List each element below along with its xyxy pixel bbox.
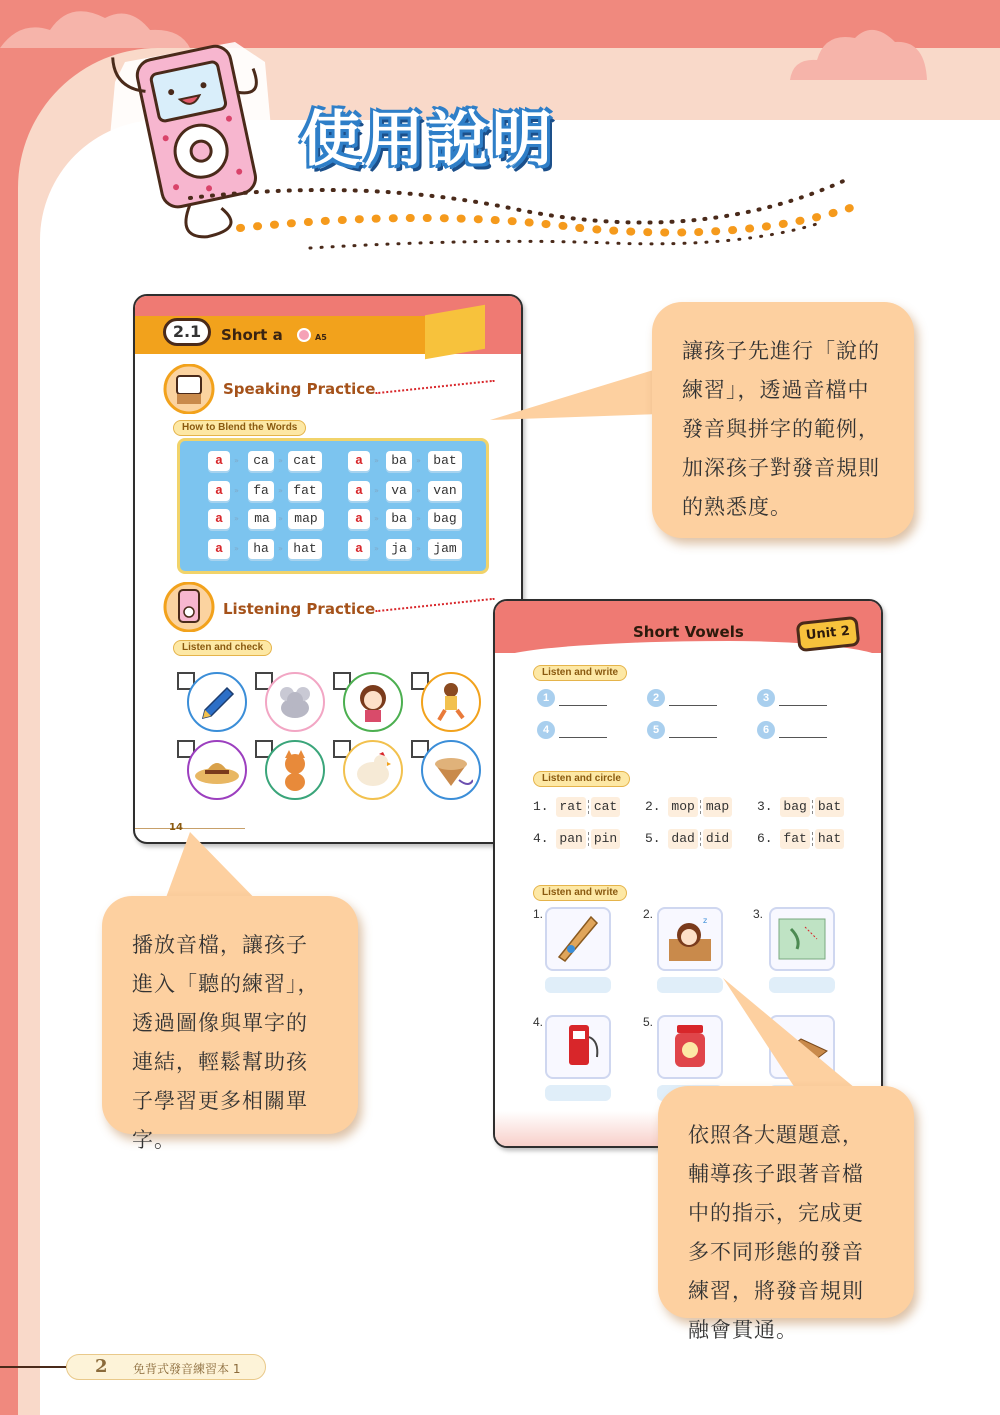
gas-pump-icon xyxy=(547,1017,609,1077)
blend-arrow-icon: » xyxy=(234,456,239,465)
question-number: 1. xyxy=(533,799,549,814)
blend-cell: cat xyxy=(288,451,322,471)
exercises-explanation-text: 依照各大題題意，輔導孩子跟著音檔中的指示，完成更多不同形態的發音練習，將發音規則融會貫通。 xyxy=(688,1123,864,1342)
blend-cell: a xyxy=(348,451,370,471)
blend-cell: bag xyxy=(428,509,462,529)
music-player-small-icon xyxy=(163,582,215,632)
card-number: 2. xyxy=(643,907,654,921)
picture-card xyxy=(545,1015,611,1079)
word-option[interactable]: rat xyxy=(556,797,585,817)
card-number: 1. xyxy=(533,907,544,921)
word-option[interactable]: pan xyxy=(556,829,585,849)
straw-hat-picture xyxy=(187,740,247,800)
circle-question xyxy=(757,797,844,817)
blend-cell: bat xyxy=(428,451,462,471)
word-option[interactable]: dad xyxy=(668,829,697,849)
answer-label-blank[interactable] xyxy=(545,1085,611,1101)
blend-arrow-icon: » xyxy=(278,544,283,553)
blend-cell: a xyxy=(208,509,230,529)
question-number: 2. xyxy=(645,799,661,814)
audio-track-label: A5 xyxy=(315,333,327,342)
cd-icon xyxy=(297,328,311,342)
speaking-bubble-tail xyxy=(480,360,680,440)
page-title-text: 使用說明 xyxy=(300,105,556,175)
listen-check-chip: Listen and check xyxy=(173,640,272,656)
girl-icon xyxy=(353,680,393,724)
answer-blank[interactable] xyxy=(779,705,827,706)
blend-arrow-icon: » xyxy=(234,544,239,553)
listening-dotted-line xyxy=(375,598,495,613)
blend-word-grid xyxy=(177,438,489,574)
blend-cell: hat xyxy=(288,539,322,559)
answer-label-blank[interactable] xyxy=(545,977,611,993)
hen-icon xyxy=(351,750,395,790)
option-divider xyxy=(588,800,589,814)
listen-write-chip-2: Listen and write xyxy=(533,885,627,901)
question-number: 4 xyxy=(537,721,555,739)
blend-arrow-icon: » xyxy=(416,514,421,523)
word-option[interactable]: bag xyxy=(780,797,809,817)
blend-cell: van xyxy=(428,481,462,501)
blend-arrow-icon: » xyxy=(416,486,421,495)
girl-picture xyxy=(343,672,403,732)
question-number: 2 xyxy=(647,689,665,707)
blend-arrow-icon: » xyxy=(374,544,379,553)
blend-cell: ba xyxy=(386,509,412,529)
card-number: 3. xyxy=(753,907,764,921)
answer-blank[interactable] xyxy=(559,705,607,706)
speaking-title: Speaking Practice xyxy=(223,380,376,398)
cloud-icon xyxy=(785,20,935,90)
cat-icon xyxy=(275,748,315,792)
blend-cell: ba xyxy=(386,451,412,471)
question-number: 5 xyxy=(647,721,665,739)
picture-card xyxy=(545,907,611,971)
blend-cell: a xyxy=(348,539,370,559)
page-title xyxy=(300,92,556,178)
option-divider xyxy=(812,832,813,846)
pen-icon xyxy=(197,682,237,722)
word-option[interactable]: map xyxy=(703,797,732,817)
unit-number-badge: 2.1 xyxy=(163,318,211,346)
picture-card xyxy=(657,907,723,971)
circle-question xyxy=(757,829,844,849)
blend-arrow-icon: » xyxy=(374,486,379,495)
option-divider xyxy=(588,832,589,846)
exercises-explanation-bubble xyxy=(658,1086,914,1342)
dotted-trail-decoration xyxy=(180,168,870,258)
speaking-explanation-bubble xyxy=(652,302,914,538)
blend-arrow-icon: » xyxy=(374,514,379,523)
blend-cell: map xyxy=(288,509,324,529)
blend-cell: a xyxy=(348,481,370,501)
blend-arrow-icon: » xyxy=(234,514,239,523)
jam-jar-icon xyxy=(659,1017,721,1077)
preview-page-number: 14 xyxy=(169,822,183,833)
speaking-kid-icon xyxy=(163,364,215,414)
answer-blank[interactable] xyxy=(669,737,717,738)
mouse-icon xyxy=(273,682,317,722)
svg-text:z: z xyxy=(703,916,708,925)
circle-question xyxy=(533,829,620,849)
speaking-listening-preview xyxy=(133,294,523,844)
word-option[interactable]: cat xyxy=(591,797,620,817)
question-number: 6. xyxy=(757,831,773,846)
option-divider xyxy=(700,800,701,814)
listening-title: Listening Practice xyxy=(223,600,376,618)
blend-arrow-icon: » xyxy=(278,456,283,465)
answer-blank[interactable] xyxy=(669,705,717,706)
blend-cell: va xyxy=(386,481,412,501)
speaking-dotted-line xyxy=(375,380,495,395)
blend-cell: a xyxy=(348,509,370,529)
question-number: 1 xyxy=(537,689,555,707)
footer-book-title: 免背式發音練習本 1 xyxy=(133,1362,241,1376)
blend-arrow-icon: » xyxy=(416,456,421,465)
blend-cell: a xyxy=(208,539,230,559)
listening-explanation-bubble xyxy=(102,896,358,1152)
straw-hat-icon xyxy=(193,752,241,788)
cat-picture xyxy=(265,740,325,800)
blend-cell: jam xyxy=(428,539,462,559)
blend-arrow-icon: » xyxy=(416,544,421,553)
listen-circle-chip: Listen and circle xyxy=(533,771,630,787)
running-girl-picture xyxy=(421,672,481,732)
question-number: 3 xyxy=(757,689,775,707)
question-number: 3. xyxy=(757,799,773,814)
word-option[interactable]: pin xyxy=(591,829,620,849)
word-option[interactable]: fat xyxy=(780,829,809,849)
circle-question xyxy=(645,829,732,849)
card-number: 5. xyxy=(643,1015,654,1029)
right-unit-title: Short Vowels xyxy=(633,623,744,641)
listen-write-chip: Listen and write xyxy=(533,665,627,681)
question-number: 4. xyxy=(533,831,549,846)
blend-cell: ha xyxy=(248,539,274,559)
listening-explanation-text: 播放音檔，讓孩子進入「聽的練習」，透過圖像與單字的連結，輕鬆幫助孩子學習更多相關單字。 xyxy=(132,933,320,1152)
blend-cell: a xyxy=(208,481,230,501)
blend-cell: a xyxy=(208,451,230,471)
word-option[interactable]: bat xyxy=(815,797,844,817)
blend-arrow-icon: » xyxy=(278,514,283,523)
blend-chip: How to Blend the Words xyxy=(173,420,306,436)
blend-cell: ma xyxy=(248,509,276,529)
answer-blank[interactable] xyxy=(779,737,827,738)
mouse-picture xyxy=(265,672,325,732)
footer-bar xyxy=(66,1354,266,1380)
circle-question xyxy=(533,797,620,817)
blend-arrow-icon: » xyxy=(374,456,379,465)
blend-cell: fat xyxy=(288,481,322,501)
answer-label-blank[interactable] xyxy=(657,977,723,993)
picture-card xyxy=(769,907,835,971)
option-divider xyxy=(700,832,701,846)
unit-title: Short a xyxy=(221,326,283,344)
spinning-top-picture xyxy=(421,740,481,800)
spinning-top-icon xyxy=(429,750,473,790)
card-number: 4. xyxy=(533,1015,544,1029)
blend-cell: ja xyxy=(386,539,412,559)
option-divider xyxy=(812,800,813,814)
sleeping-girl-icon xyxy=(659,909,721,969)
blend-cell: ca xyxy=(248,451,274,471)
answer-blank[interactable] xyxy=(559,737,607,738)
footer-rule xyxy=(0,1366,72,1368)
circle-question xyxy=(645,797,732,817)
pen-picture xyxy=(187,672,247,732)
running-girl-icon xyxy=(431,680,471,724)
blend-arrow-icon: » xyxy=(278,486,283,495)
baseball-bat-icon xyxy=(547,909,609,969)
blend-cell: fa xyxy=(248,481,274,501)
question-number: 6 xyxy=(757,721,775,739)
speaking-explanation-text: 讓孩子先進行「說的練習」，透過音檔中發音與拼字的範例，加深孩子對發音規則的熟悉度。 xyxy=(682,339,880,519)
unit-badge: Unit 2 xyxy=(796,616,861,652)
word-option[interactable]: mop xyxy=(668,797,697,817)
blend-arrow-icon: » xyxy=(234,486,239,495)
hen-picture xyxy=(343,740,403,800)
question-number: 5. xyxy=(645,831,661,846)
exercises-bubble-tail xyxy=(715,970,865,1090)
map-icon xyxy=(771,909,833,969)
footer-page-number: 2 xyxy=(95,1356,108,1377)
word-option[interactable]: did xyxy=(703,829,732,849)
picture-card xyxy=(657,1015,723,1079)
word-option[interactable]: hat xyxy=(815,829,844,849)
